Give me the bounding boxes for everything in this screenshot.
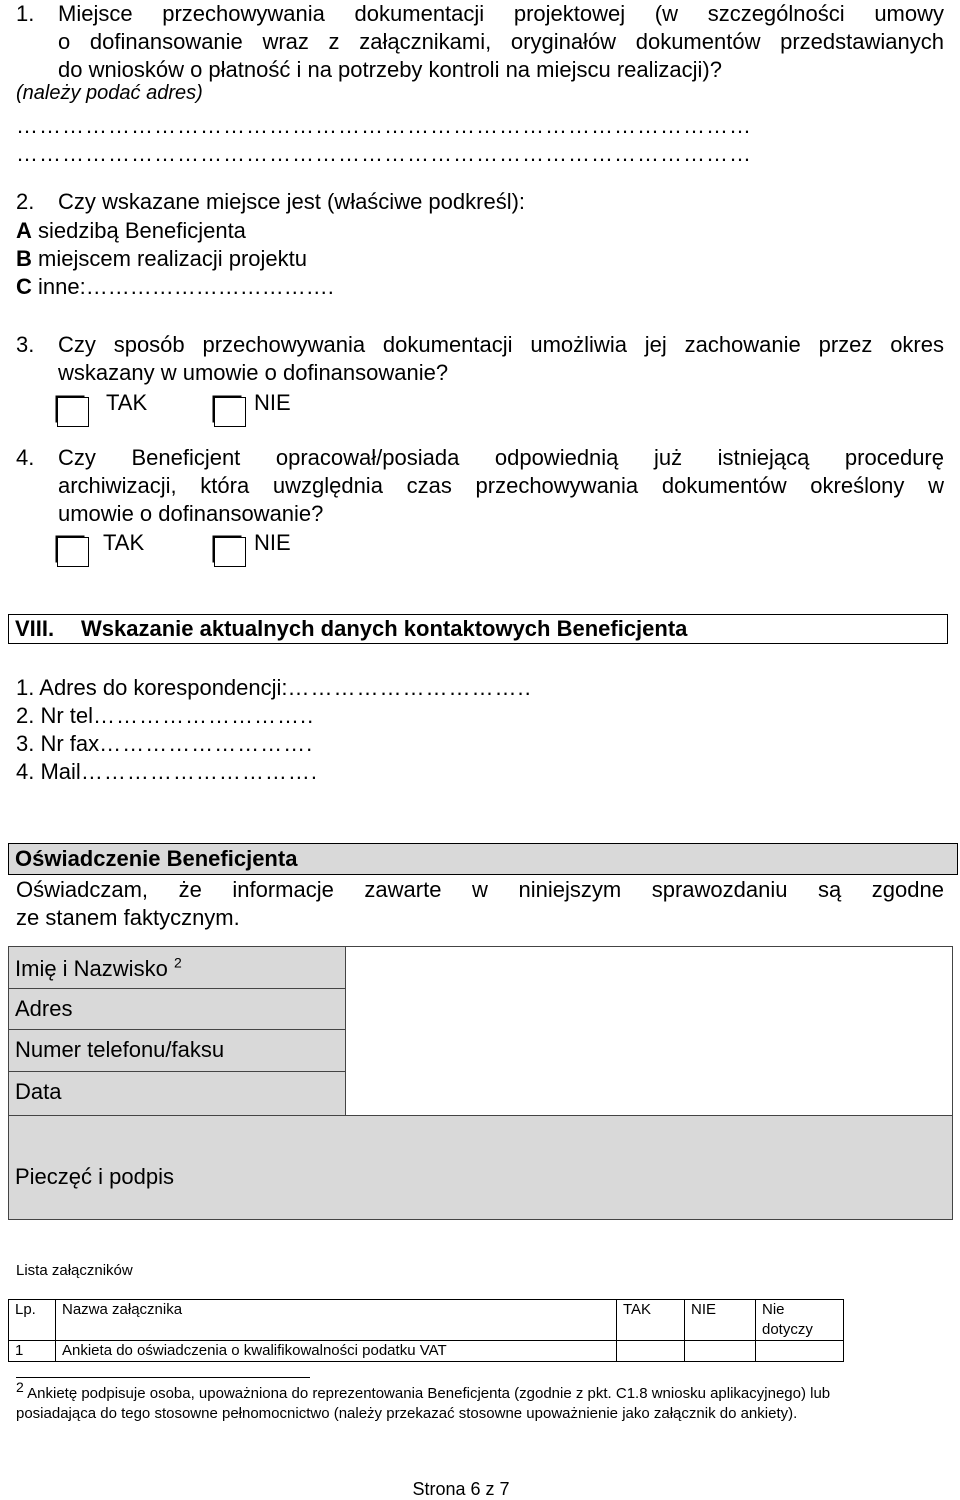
item-number: 1. <box>16 675 35 700</box>
footnote-line2: posiadająca do tego stosowne pełnomocnictwo (należy przekazać stosowne upoważnienie jako załącznik do ankiety). <box>16 1405 798 1422</box>
option-letter: A <box>16 218 32 243</box>
attachments-table <box>8 1299 844 1362</box>
row-yes[interactable] <box>617 1341 685 1362</box>
phone-label: Numer telefonu/faksu <box>15 1037 225 1062</box>
row-na[interactable] <box>756 1341 844 1362</box>
question-2-text: Czy wskazane miejsce jest (właściwe podkreśl): <box>58 189 526 214</box>
attachments-title: Lista załączników <box>16 1262 133 1279</box>
question-number: 3. <box>16 332 35 357</box>
footnote-line1: Ankietę podpisuje osoba, upoważniona do reprezentowania Beneficjenta (zgodnie z pkt. C1.8 wniosku aplikacyjnego) lub <box>23 1385 831 1402</box>
q3-yes-checkbox[interactable] <box>57 397 89 427</box>
row-lp: 1 <box>9 1341 56 1362</box>
option-letter: C <box>16 274 32 299</box>
q4-yes-checkbox[interactable] <box>57 537 89 567</box>
question-1-line3: do wniosków o płatność i na potrzeby kontroli na miejscu realizacji)? <box>58 57 722 82</box>
option-b[interactable] <box>16 245 307 273</box>
item-label: Adres do korespondencji: <box>39 675 288 700</box>
q3-no-checkbox[interactable] <box>214 397 246 427</box>
date-label-cell <box>9 1072 346 1116</box>
question-4-line2: archiwizacji, która uwzględnia czas przechowywania dokumentów określony w <box>58 473 944 498</box>
question-1-hint: (należy podać adres) <box>16 82 203 104</box>
footnote-ref: 2 <box>173 954 182 971</box>
question-2 <box>16 188 525 216</box>
declaration-line2: ze stanem faktycznym. <box>16 905 240 930</box>
question-1-line1: Miejsce przechowywania dokumentacji projektowej (w szczególności umowy <box>58 1 944 26</box>
page-number: Strona 6 z 7 <box>412 1479 510 1499</box>
question-4-line1: Czy Beneficjent opracował/posiada odpowiednią już istniejącą procedurę <box>58 445 944 470</box>
signature-table <box>8 946 953 1220</box>
question-number: 2. <box>16 189 35 214</box>
contact-item-mail <box>16 758 318 786</box>
name-label-cell <box>9 947 346 989</box>
declaration-heading <box>8 843 958 875</box>
question-1-answer-line2[interactable]: …………………………………………………………………………………… <box>16 141 752 166</box>
stamp-signature-cell[interactable] <box>9 1116 953 1220</box>
q4-no-checkbox[interactable] <box>214 537 246 567</box>
question-1 <box>16 0 944 84</box>
contact-item-phone <box>16 702 314 730</box>
q3-no-label: NIE <box>254 390 291 415</box>
option-a[interactable] <box>16 217 246 245</box>
footnote <box>16 1379 946 1424</box>
item-label: Nr tel <box>40 703 94 728</box>
item-blank[interactable]: ………………………….. <box>287 675 532 700</box>
footnote-marker: 2 <box>16 1379 24 1395</box>
question-4-line3: umowie o dofinansowanie? <box>58 501 324 526</box>
address-label: Adres <box>15 996 73 1021</box>
q4-yes-label: TAK <box>103 530 145 555</box>
phone-label-cell <box>9 1030 346 1072</box>
item-blank[interactable]: ………………………. <box>99 731 314 756</box>
question-1-line2: o dofinansowanie wraz z załącznikami, oryginałów dokumentów przedstawianych <box>58 29 944 54</box>
question-1-answer-line1[interactable]: …………………………………………………………………………………… <box>16 113 752 138</box>
section-title: Wskazanie aktualnych danych kontaktowych Beneficjenta <box>81 616 688 641</box>
question-3-line2: wskazany w umowie o dofinansowanie? <box>58 360 449 385</box>
item-number: 2. <box>16 703 35 728</box>
option-c[interactable] <box>16 273 334 301</box>
option-text: miejscem realizacji projektu <box>31 246 307 271</box>
header-no: NIE <box>685 1300 756 1341</box>
question-number: 4. <box>16 445 35 470</box>
question-3 <box>16 331 944 387</box>
header-na: Nie dotyczy <box>756 1300 844 1341</box>
item-label: Mail <box>40 759 81 784</box>
question-3-line1: Czy sposób przechowywania dokumentacji umożliwia jej zachowanie przez okres <box>58 332 944 357</box>
date-label: Data <box>15 1079 62 1104</box>
section-number: VIII. <box>15 616 55 641</box>
option-text: siedzibą Beneficjenta <box>31 218 246 243</box>
declaration-title: Oświadczenie Beneficjenta <box>15 846 298 871</box>
item-label: Nr fax <box>40 731 100 756</box>
header-yes: TAK <box>617 1300 685 1341</box>
q3-yes-label: TAK <box>106 390 148 415</box>
item-number: 4. <box>16 759 35 784</box>
contact-item-fax <box>16 730 313 758</box>
signature-data-field[interactable] <box>346 947 953 1116</box>
address-label-cell <box>9 989 346 1030</box>
declaration-text <box>16 876 944 932</box>
table-header-row <box>9 1300 844 1341</box>
row-name: Ankieta do oświadczenia o kwalifikowalności podatku VAT <box>56 1341 617 1362</box>
contact-item-address <box>16 674 532 702</box>
option-text: inne:……………………………. <box>31 274 334 299</box>
section-viii-heading <box>8 614 948 644</box>
item-blank[interactable]: …………………………. <box>80 759 318 784</box>
q4-no-label: NIE <box>254 530 291 555</box>
header-name: Nazwa załącznika <box>56 1300 617 1341</box>
declaration-line1: Oświadczam, że informacje zawarte w niniejszym sprawozdaniu są zgodne <box>16 877 944 902</box>
item-blank[interactable]: ……………………….. <box>93 703 315 728</box>
table-row <box>9 1341 844 1362</box>
item-number: 3. <box>16 731 35 756</box>
name-label: Imię i Nazwisko <box>15 956 168 981</box>
question-number: 1. <box>16 1 35 26</box>
row-no[interactable] <box>685 1341 756 1362</box>
question-4 <box>16 444 944 528</box>
header-lp: Lp. <box>9 1300 56 1341</box>
option-letter: B <box>16 246 32 271</box>
stamp-label: Pieczęć i podpis <box>15 1163 174 1189</box>
footnote-separator <box>16 1377 310 1378</box>
